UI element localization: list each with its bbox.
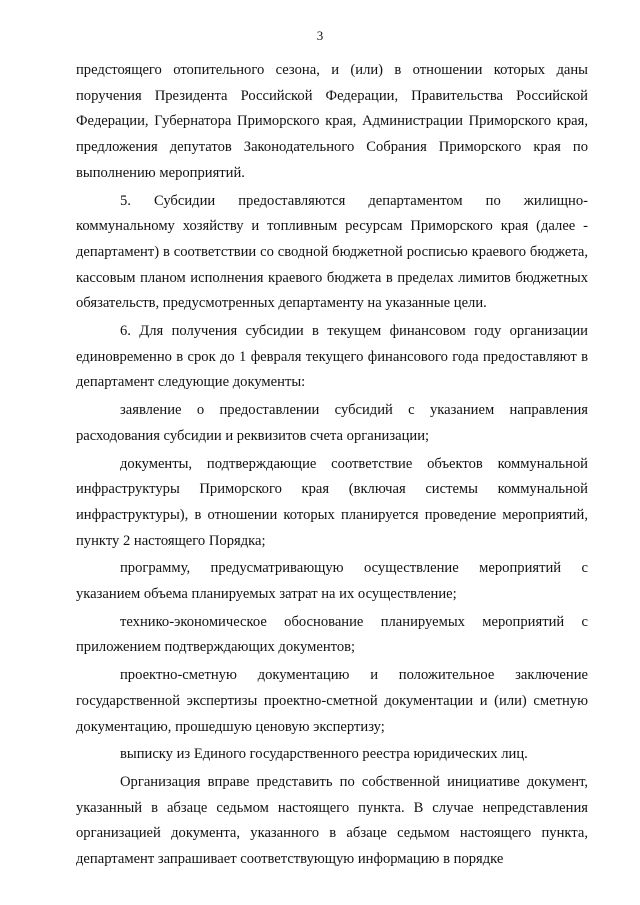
page-number: 3 xyxy=(316,28,324,43)
paragraph-design-estimate: проектно-сметную документацию и положительное заключение государственной экспертизы проектно-сметной документации и (или) сметную документацию, прошедшую ценовую экспертизу; xyxy=(76,667,588,735)
paragraph-registry-extract: выписку из Единого государственного реестра юридических лиц. xyxy=(120,746,528,763)
paragraph-program: программу, предусматривающую осуществление мероприятий с указанием объема планируемых затрат на их осуществление; xyxy=(76,560,588,603)
paragraph-feasibility: технико-экономическое обоснование планируемых мероприятий с приложением подтверждающих документов; xyxy=(76,613,588,656)
paragraph-own-initiative: Организация вправе представить по собственной инициативе документ, указанный в абзаце седьмом настоящего пункта. В случае непредставления организацией документа, указанного в абзаце седьмом настоящего пункта, департамент запрашивает соответствующую информацию в порядке xyxy=(76,773,588,868)
paragraph-item-5: 5. Субсидии предоставляются департаментом по жилищно-коммунальному хозяйству и топливным ресурсам Приморского края (далее - департамент) в соответствии со сводной бюджетной росписью краевого бюджета, кассовым планом исполнения краевого бюджета в пределах лимитов бюджетных обязательств, предусмотренных департаменту на указанные цели. xyxy=(76,192,588,312)
paragraph-continuation: предстоящего отопительного сезона, и (или) в отношении которых даны поручения Президента Российской Федерации, Правительства Российской Федерации, Губернатора Приморского края, Администрации Приморского края, предложения депутатов Законодательного Собрания Приморского края по выполнению мероприятий. xyxy=(76,62,588,181)
paragraph-application: заявление о предоставлении субсидий с указанием направления расходования субсидии и реквизитов счета организации; xyxy=(76,402,588,444)
paragraph-documents-infrastructure: документы, подтверждающие соответствие объектов коммунальной инфраструктуры Приморского края (включая системы коммунальной инфраструктуры), в отношении которых планируется проведение мероприятий, пункту 2 настоящего Порядка; xyxy=(76,455,588,549)
document-body xyxy=(76,58,588,873)
paragraph-item-6: 6. Для получения субсидии в текущем финансовом году организации единовременно в срок до 1 февраля текущего финансового года предоставляют в департамент следующие документы: xyxy=(76,323,588,391)
